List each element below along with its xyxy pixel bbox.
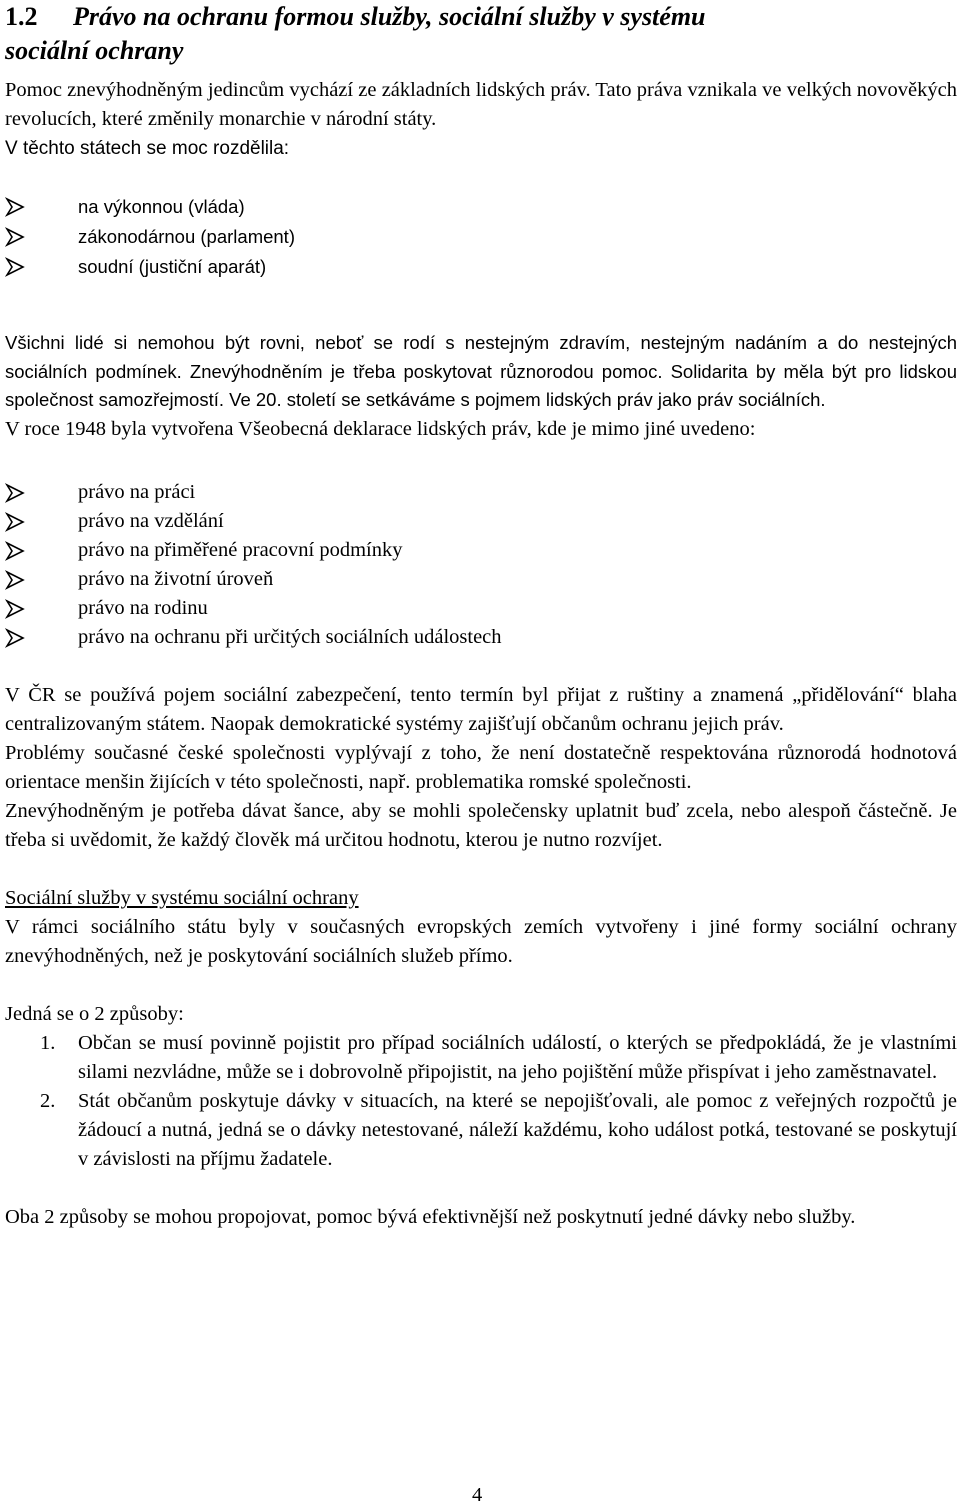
list-item: soudní (justiční aparát): [5, 252, 957, 282]
arrowhead-bullet-icon: [5, 483, 25, 503]
chances-paragraph: Znevýhodněným je potřeba dávat šance, aby se mohli společensky uplatnit buď zcela, nebo alespoň částečně. Je třeba si uvědomit, že každý člověk má určitou hodnotu, kterou je nutno rozvíjet.: [5, 800, 957, 852]
arrowhead-bullet-icon: [5, 570, 25, 590]
powers-intro: V těchto státech se moc rozdělila:: [5, 138, 290, 159]
list-item: 2. Stát občanům poskytuje dávky v situacích, na které se nepojišťovali, ale pomoc z veřejných rozpočtů je žádoucí a nutná, jedná se o dávky netestované, náleží každému, koho událost potká, testované se poskytují v závislosti na příjmu žadatele.: [40, 1090, 957, 1171]
equality-paragraph: Všichni lidé si nemohou být rovni, neboť se rodí s nestejným zdravím, nestejným nadáním a do nestejných sociálních podmínek. Znevýhodněním je třeba poskytovat různorodou pomoc. Solidarita by měla být pro lidskou společnost samozřejmostí. Ve 20. století se setkáváme s pojmem lidských práv jako práv sociálních.: [5, 332, 957, 411]
arrowhead-bullet-icon: [5, 197, 25, 217]
list-item: právo na vzdělání: [5, 507, 957, 536]
ways-list: [5, 1029, 957, 1174]
list-item: zákonodárnou (parlament): [5, 222, 957, 252]
rights-list: [5, 478, 957, 652]
list-item: právo na rodinu: [5, 594, 957, 623]
forms-paragraph: V rámci sociálního státu byly v současných evropských zemích vytvořeny i jiné formy sociální ochrany znevýhodněných, než je poskytování sociálních služeb přímo.: [5, 916, 957, 968]
list-item: na výkonnou (vláda): [5, 192, 957, 222]
arrowhead-bullet-icon: [5, 541, 25, 561]
closing-paragraph: Oba 2 způsoby se mohou propojovat, pomoc bývá efektivnější než poskytnutí jedné dávky nebo služby.: [5, 1206, 856, 1229]
arrowhead-bullet-icon: [5, 512, 25, 532]
subsection-title: Sociální služby v systému sociální ochrany: [5, 887, 359, 910]
list-item: 1. Občan se musí povinně pojistit pro případ sociálních událostí, o kterých se předpokládá, že je vlastními silami nezvládne, může se i dobrovolně připojistit, na jeho pojištění může přispívat i jeho zaměstnavatel.: [40, 1032, 957, 1084]
section-title-line1: Právo na ochranu formou služby, sociální služby v systému: [73, 2, 706, 31]
document-page: [5, 0, 957, 1232]
page-number: 4: [472, 1484, 483, 1506]
powers-list: [5, 192, 957, 282]
arrowhead-bullet-icon: [5, 227, 25, 247]
problems-paragraph: Problémy současné české společnosti vyplývají z toho, že není dostatečně respektována různorodá hodnotová orientace menšin žijících v této společnosti, např. problematika romské společnosti.: [5, 742, 957, 794]
list-item: právo na ochranu při určitých sociálních událostech: [5, 623, 957, 652]
section-heading: [5, 0, 957, 68]
arrowhead-bullet-icon: [5, 628, 25, 648]
list-item: právo na životní úroveň: [5, 565, 957, 594]
declaration-paragraph: V roce 1948 byla vytvořena Všeobecná deklarace lidských práv, kde je mimo jiné uvedeno:: [5, 418, 756, 441]
arrowhead-bullet-icon: [5, 257, 25, 277]
list-item: právo na práci: [5, 478, 957, 507]
cr-paragraph: V ČR se používá pojem sociální zabezpečení, tento termín byl přijat z ruštiny a znamená „přidělování“ blaha centralizovaným státem. Naopak demokratické systémy zajišťují občanům ochranu jejich práv.: [5, 684, 957, 736]
arrowhead-bullet-icon: [5, 599, 25, 619]
ways-intro: Jedná se o 2 způsoby:: [5, 1003, 184, 1026]
intro-paragraph: Pomoc znevýhodněným jedincům vychází ze základních lidských práv. Tato práva vznikala ve velkých novověkých revolucích, které změnily monarchie v národní státy.: [5, 79, 957, 130]
list-item: právo na přiměřené pracovní podmínky: [5, 536, 957, 565]
section-number: 1.2: [5, 2, 38, 31]
section-title-line2: sociální ochrany: [5, 36, 184, 65]
